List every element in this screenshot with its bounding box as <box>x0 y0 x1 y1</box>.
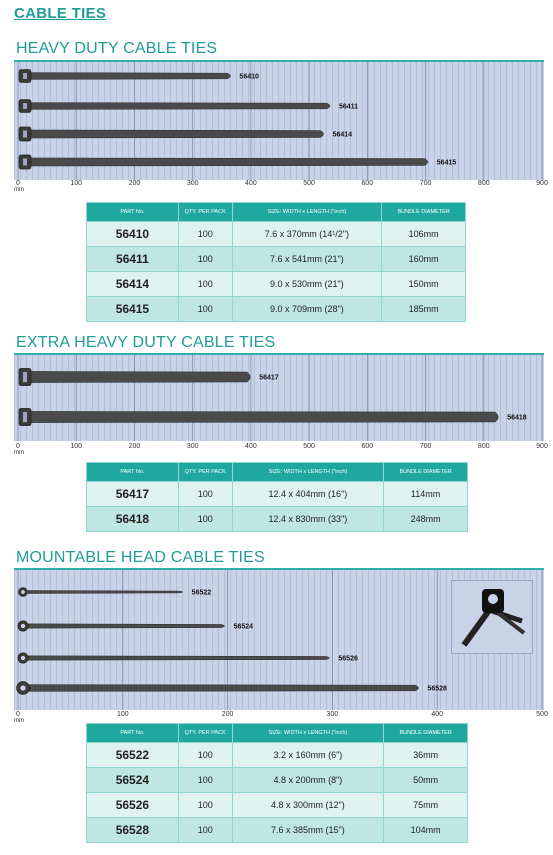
axis-tick-label: 900 <box>536 443 548 450</box>
cable-tie-56522 <box>19 588 183 597</box>
tie-strap <box>28 103 330 110</box>
part-number: 56411 <box>87 247 179 272</box>
bundle-diameter: 50mm <box>384 768 468 793</box>
bundle-diameter: 248mm <box>384 507 468 532</box>
tie-mount-hole <box>21 590 25 594</box>
axis-unit-label: mm <box>14 450 24 456</box>
qty-per-pack: 100 <box>178 482 232 507</box>
tie-part-label: 56522 <box>191 589 212 597</box>
part-number: 56524 <box>87 768 179 793</box>
cable-tie-56526 <box>18 653 330 663</box>
col-header-bundle: BUNDLE DIAMETER <box>384 724 468 743</box>
qty-per-pack: 100 <box>178 507 232 532</box>
size: 4.8 x 200mm (8") <box>232 768 384 793</box>
axis-tick-label: 400 <box>245 443 257 450</box>
tie-strap <box>28 685 418 692</box>
col-header-part: PART No. <box>87 463 179 482</box>
size: 3.2 x 160mm (6") <box>232 743 384 768</box>
axis-tick-label: 0 <box>16 711 20 718</box>
tie-part-label: 56418 <box>507 414 527 422</box>
table-row <box>87 793 468 818</box>
cable-tie-56414 <box>19 127 324 141</box>
tie-head-slot <box>23 158 27 165</box>
cable-tie-56415 <box>19 155 428 169</box>
table-row <box>87 743 468 768</box>
axis-tick-label: 600 <box>361 443 374 450</box>
table-row <box>87 818 468 843</box>
qty-per-pack: 100 <box>178 743 232 768</box>
col-header-size: SIZE: WIDTH x LENGTH ("inch) <box>232 463 384 482</box>
extra-heavy-duty-axis <box>14 443 548 457</box>
heavy-duty-chart-svg <box>14 62 544 180</box>
table-row <box>87 247 466 272</box>
axis-tick-label: 800 <box>477 443 490 450</box>
axis-tick-label: 500 <box>303 443 315 450</box>
mountable-head-photo <box>451 580 533 654</box>
bundle-diameter: 104mm <box>384 818 468 843</box>
axis-tick-label: 900 <box>536 180 548 187</box>
tie-mount-hole <box>21 624 25 628</box>
part-number: 56414 <box>87 272 179 297</box>
col-header-bundle: BUNDLE DIAMETER <box>384 463 468 482</box>
section-title-mountable-head: MOUNTABLE HEAD CABLE TIES <box>16 549 265 566</box>
axis-tick-label: 300 <box>186 443 199 450</box>
tie-part-label: 56414 <box>332 131 353 139</box>
tie-strap <box>28 656 329 660</box>
table-row <box>87 272 466 297</box>
mountable-head-spec-table <box>86 723 468 843</box>
mountable-tie-image <box>452 581 532 653</box>
qty-per-pack: 100 <box>178 818 232 843</box>
bundle-diameter: 160mm <box>382 247 466 272</box>
axis-tick-label: 400 <box>245 180 257 187</box>
section-title-extra-heavy-duty: EXTRA HEAVY DUTY CABLE TIES <box>16 334 276 351</box>
axis-tick-label: 500 <box>536 711 548 718</box>
part-number: 56417 <box>87 482 179 507</box>
tie-head-slot <box>23 130 27 137</box>
axis-tick-label: 600 <box>361 180 374 187</box>
cable-tie-56524 <box>18 621 225 631</box>
tie-head-slot <box>23 73 27 79</box>
size: 7.6 x 385mm (15") <box>232 818 384 843</box>
table-row <box>87 482 468 507</box>
qty-per-pack: 100 <box>178 793 232 818</box>
size: 7.6 x 541mm (21") <box>232 247 382 272</box>
axis-tick-label: 300 <box>186 180 199 187</box>
axis-unit-label: mm <box>14 718 24 724</box>
tie-head-slot <box>23 103 27 109</box>
tie-strap <box>28 130 324 138</box>
tie-part-label: 56417 <box>259 374 279 382</box>
bundle-diameter: 36mm <box>384 743 468 768</box>
qty-per-pack: 100 <box>178 768 232 793</box>
part-number: 56415 <box>87 297 179 322</box>
cable-tie-56411 <box>19 100 330 113</box>
table-row <box>87 768 468 793</box>
axis-tick-label: 800 <box>477 180 490 187</box>
col-header-qty: QTY. PER PACK <box>178 463 232 482</box>
part-number: 56410 <box>87 222 179 247</box>
bundle-diameter: 114mm <box>384 482 468 507</box>
size: 12.4 x 404mm (16") <box>232 482 384 507</box>
axis-tick-label: 400 <box>431 711 444 718</box>
tie-part-label: 56528 <box>427 685 447 693</box>
axis-tick-label: 700 <box>419 443 432 450</box>
bundle-diameter: 150mm <box>382 272 466 297</box>
tie-strap <box>28 158 428 166</box>
col-header-size: SIZE: WIDTH x LENGTH ("inch) <box>232 203 382 222</box>
cable-tie-56418 <box>19 408 498 425</box>
tie-mount-hole <box>21 656 25 660</box>
col-header-qty: QTY. PER PACK <box>178 724 232 743</box>
axis-tick-label: 100 <box>70 443 83 450</box>
size: 9.0 x 709mm (28") <box>232 297 382 322</box>
tie-head-slot <box>23 412 27 422</box>
axis-tick-label: 200 <box>221 711 234 718</box>
bundle-diameter: 185mm <box>382 297 466 322</box>
table-row <box>87 507 468 532</box>
part-number: 56522 <box>87 743 179 768</box>
tie-strap <box>28 411 498 422</box>
qty-per-pack: 100 <box>178 272 232 297</box>
tie-part-label: 56411 <box>338 103 359 111</box>
axis-tick-label: 200 <box>128 443 141 450</box>
table-row <box>87 297 466 322</box>
section-title-heavy-duty: HEAVY DUTY CABLE TIES <box>16 40 218 57</box>
tie-strap <box>28 591 183 594</box>
size: 4.8 x 300mm (12") <box>232 793 384 818</box>
part-number: 56528 <box>87 818 179 843</box>
size: 9.0 x 530mm (21") <box>232 272 382 297</box>
axis-tick-label: 0 <box>16 443 20 450</box>
bundle-diameter: 75mm <box>384 793 468 818</box>
axis-tick-label: 200 <box>128 180 141 187</box>
page-title: CABLE TIES <box>14 5 107 22</box>
tie-head-slot <box>23 372 27 382</box>
tie-mount-hole <box>20 685 25 690</box>
qty-per-pack: 100 <box>178 247 232 272</box>
axis-tick-label: 100 <box>70 180 83 187</box>
col-header-qty: QTY. PER PACK <box>178 203 232 222</box>
tie-strap <box>28 624 225 628</box>
col-header-size: SIZE: WIDTH x LENGTH ("inch) <box>232 724 384 743</box>
col-header-part: PART No. <box>87 203 179 222</box>
tie-part-label: 56415 <box>436 159 457 167</box>
tie-part-label: 56524 <box>233 623 254 631</box>
table-row <box>87 222 466 247</box>
extra-heavy-duty-length-chart <box>14 353 544 441</box>
tie-strap <box>28 371 250 382</box>
axis-tick-label: 0 <box>16 180 20 187</box>
axis-tick-label: 500 <box>303 180 315 187</box>
tie-strap <box>28 73 230 80</box>
part-number: 56526 <box>87 793 179 818</box>
heavy-duty-length-chart <box>14 60 544 180</box>
axis-tick-label: 100 <box>116 711 129 718</box>
bundle-diameter: 106mm <box>382 222 466 247</box>
axis-tick-label: 700 <box>419 180 432 187</box>
qty-per-pack: 100 <box>178 297 232 322</box>
qty-per-pack: 100 <box>178 222 232 247</box>
part-number: 56418 <box>87 507 179 532</box>
size: 12.4 x 830mm (33") <box>232 507 384 532</box>
cable-tie-56528 <box>17 682 419 695</box>
heavy-duty-axis <box>14 180 548 194</box>
col-header-bundle: BUNDLE DIAMETER <box>382 203 466 222</box>
extra-heavy-duty-spec-table <box>86 462 468 532</box>
heavy-duty-spec-table <box>86 202 466 322</box>
col-header-part: PART No. <box>87 724 179 743</box>
tie-part-label: 56526 <box>338 655 358 663</box>
axis-tick-label: 300 <box>326 711 339 718</box>
extra-heavy-duty-chart-svg <box>14 355 544 441</box>
cable-tie-56410 <box>19 70 230 83</box>
axis-unit-label: mm <box>14 187 24 193</box>
tie-part-label: 56410 <box>239 73 259 81</box>
size: 7.6 x 370mm (14¹/2") <box>232 222 382 247</box>
